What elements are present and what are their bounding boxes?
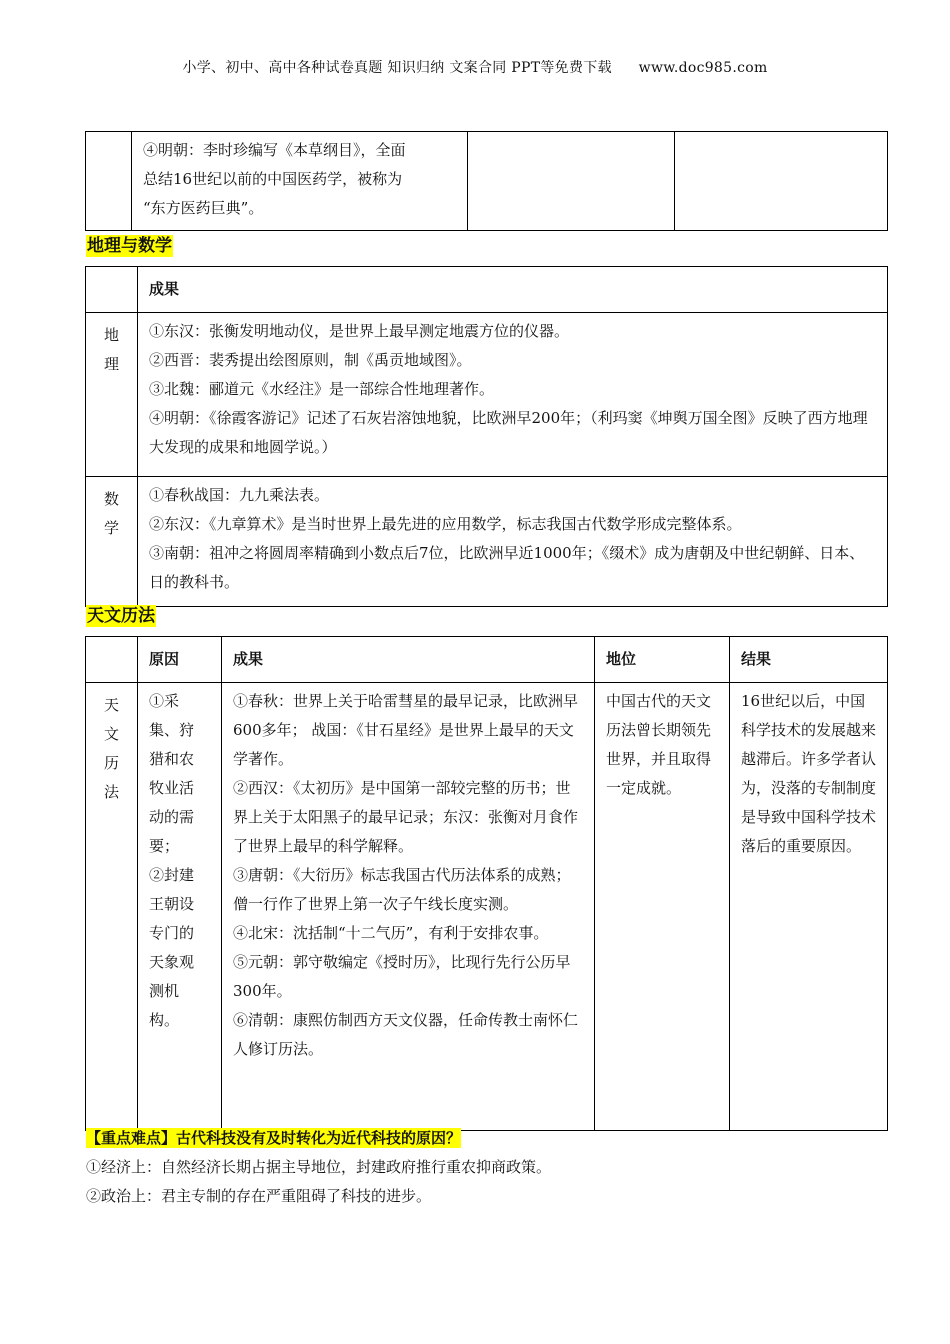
label-char: 历: [103, 754, 119, 772]
achievement-item: ⑥清朝：康熙仿制西方天文仪器，任命传教士南怀仁人修订历法。: [233, 1011, 579, 1058]
key-point-item: ①经济上：自然经济长期占据主导地位，封建政府推行重农抑商政策。: [86, 1158, 552, 1176]
geography-item: ②西晋：裴秀提出绘图原则，制《禹贡地域图》。: [149, 351, 472, 369]
math-content: [138, 477, 888, 607]
reason-line: 王朝设: [149, 895, 195, 913]
result-content: [730, 683, 888, 1131]
reason-line: 测机: [149, 982, 180, 1000]
key-point-title: 【重点难点】古代科技没有及时转化为近代科技的原因？: [86, 1129, 462, 1147]
top-empty-cell: [468, 132, 675, 231]
achievement-item: ②西汉：《太初历》是中国第一部较完整的历书；世界上关于太阳黑子的最早记录；东汉：张衡对月食作了世界上最早的科学解释。: [233, 779, 579, 855]
header-text: 小学、初中、高中各种试卷真题 知识归纳 文案合同 PPT等免费下载: [182, 60, 612, 76]
reason-line: 专门的: [149, 924, 195, 942]
achievement-item: ①春秋：世界上关于哈雷彗星的最早记录，比欧洲早600多年； 战国：《甘石星经》是世界上最早的天文学著作。: [233, 692, 579, 768]
top-empty-cell: [86, 132, 132, 231]
label-char: 地: [103, 326, 119, 344]
key-point-item: ②政治上：君主专制的存在严重阻碍了科技的进步。: [86, 1187, 432, 1205]
status-text: 中国古代的天文历法曾长期领先世界，并且取得一定成就。: [606, 692, 712, 797]
achievement-content: [222, 683, 595, 1131]
reason-line: 猎和农: [149, 750, 195, 768]
result-text: 16世纪以后，中国科学技术的发展越来越滞后。许多学者认为，没落的专制制度是导致中国科学技术落后的重要原因。: [741, 692, 877, 855]
page-header: [0, 57, 950, 77]
geography-item: ①东汉：张衡发明地动仪，是世界上最早测定地震方位的仪器。: [149, 322, 570, 340]
reason-line: 天象观: [149, 953, 195, 971]
achievement-item: ⑤元朝：郭守敬编定《授时历》，比现行先行公历早300年。: [233, 953, 571, 1000]
label-char: 法: [103, 783, 119, 801]
reason-line: 牧业活: [149, 779, 195, 797]
section-title-astronomy: 天文历法: [87, 606, 155, 626]
geography-label: [86, 313, 138, 477]
astronomy-label: [86, 683, 138, 1131]
reason-line: ②封建: [149, 866, 195, 884]
astronomy-corner: [86, 637, 138, 683]
geography-content: [138, 313, 888, 477]
top-line: ④明朝：李时珍编写《本草纲目》，全面: [143, 141, 406, 159]
geography-item: ④明朝：《徐霞客游记》记述了石灰岩溶蚀地貌，比欧洲早200年；（利玛窦《坤舆万国全图》反映了西方地理大发现的成果和地圆学说。）: [149, 409, 868, 456]
top-line: “东方医药巨典”。: [143, 199, 264, 217]
geo-math-table: [85, 266, 888, 607]
header-status: 地位: [595, 637, 730, 683]
reason-line: 动的需: [149, 808, 195, 826]
label-char: 理: [103, 355, 119, 373]
header-result: 结果: [730, 637, 888, 683]
astronomy-table: [85, 636, 888, 1131]
reason-line: 集、狩: [149, 721, 195, 739]
header-url[interactable]: www.doc985.com: [638, 60, 768, 76]
geo-math-corner: [86, 267, 138, 313]
section-title-geo-math: 地理与数学: [87, 236, 172, 256]
reason-line: 要；: [149, 837, 180, 855]
achievement-item: ③唐朝：《大衍历》标志我国古代历法体系的成熟；僧一行作了世界上第一次子午线长度实测。: [233, 866, 571, 913]
reason-line: 构。: [149, 1011, 180, 1029]
label-char: 学: [103, 519, 119, 537]
label-char: 天: [103, 696, 119, 714]
top-empty-cell: [675, 132, 888, 231]
label-char: 数: [103, 490, 119, 508]
top-medicine-cell: [132, 132, 468, 231]
math-item: ②东汉：《九章算术》是当时世界上最先进的应用数学，标志我国古代数学形成完整体系。: [149, 515, 742, 533]
math-item: ③南朝：祖冲之将圆周率精确到小数点后7位，比欧洲早近1000年；《缀术》成为唐朝及中世纪朝鲜、日本、日的教科书。: [149, 544, 865, 591]
top-line: 总结16世纪以前的中国医药学，被称为: [143, 170, 403, 188]
top-table: [85, 131, 888, 231]
status-content: [595, 683, 730, 1131]
header-achievement: 成果: [222, 637, 595, 683]
achievement-item: ④北宋：沈括制“十二气历”，有利于安排农事。: [233, 924, 549, 942]
label-char: 文: [103, 725, 119, 743]
geography-item: ③北魏：郦道元《水经注》是一部综合性地理著作。: [149, 380, 495, 398]
header-reason: 原因: [138, 637, 222, 683]
math-item: ①春秋战国：九九乘法表。: [149, 486, 330, 504]
reason-line: ①采: [149, 692, 180, 710]
reason-content: [138, 683, 222, 1131]
math-label: [86, 477, 138, 607]
geo-math-header: 成果: [138, 267, 888, 313]
